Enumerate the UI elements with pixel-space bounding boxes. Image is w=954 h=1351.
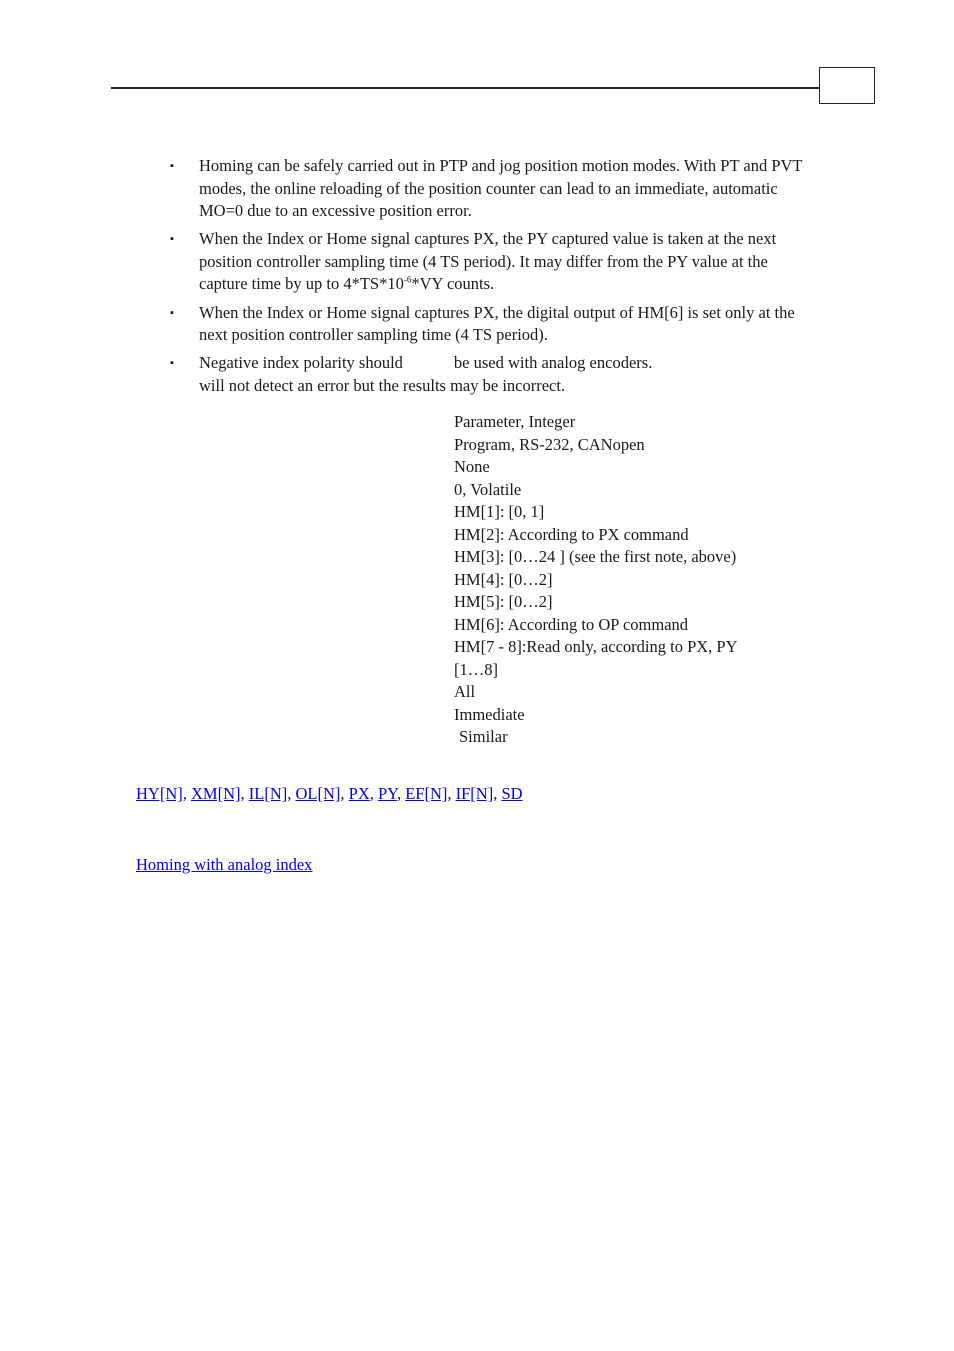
link-homing-analog-index[interactable]: Homing with analog index — [136, 855, 313, 874]
note-superscript: -6 — [403, 274, 412, 285]
link-separator: , — [287, 784, 296, 803]
link-separator: , — [240, 784, 249, 803]
note-item — [170, 302, 810, 347]
note-text: When the Index or Home signal captures PX, the PY captured value is taken at the next position controller sampling time (4 TS period). It may differ from the PY value at the capture time by up to 4*TS*10 — [199, 229, 777, 294]
attribute-range-3: HM[3]: [0…24 ] (see the first note, above) — [454, 547, 737, 566]
note-item — [170, 155, 810, 223]
link-ef[interactable]: EF[N] — [405, 784, 448, 803]
attribute-range-2: HM[2]: According to PX command — [454, 524, 689, 544]
note-text: Negative index polarity should — [199, 353, 403, 373]
note-item — [170, 352, 810, 397]
link-ol[interactable]: OL[N] — [295, 784, 341, 803]
link-separator: , — [340, 784, 349, 803]
attribute-index-range: [1…8] — [454, 659, 498, 679]
page-number-box — [819, 67, 875, 104]
link-hy[interactable]: HY[N] — [136, 784, 183, 803]
bullet-icon: ▪ — [170, 233, 174, 246]
attribute-activation: Immediate — [454, 704, 525, 724]
attribute-restrictions: None — [454, 457, 490, 476]
link-py[interactable]: PY — [377, 784, 397, 803]
attribute-range-5: HM[5]: [0…2] — [454, 592, 553, 611]
attribute-dsp-compat: Similar — [459, 727, 508, 746]
link-xm[interactable]: XM[N] — [191, 784, 241, 803]
attribute-unit-modes: All — [454, 682, 476, 701]
note-text: will not detect an error but the results may be incorrect. — [199, 375, 566, 395]
note-item — [170, 228, 810, 296]
attribute-range-7-8: HM[7 - 8]:Read only, according to PX, PY — [454, 637, 738, 656]
bullet-icon: ▪ — [170, 306, 174, 319]
note-text: be used with analog encoders. — [453, 353, 653, 373]
related-section — [136, 854, 312, 876]
attribute-range-6: HM[6]: According to OP command — [454, 614, 689, 634]
attribute-range-1: HM[1]: [0, 1] — [454, 502, 545, 521]
link-separator: , — [447, 784, 456, 803]
note-text: When the Index or Home signal captures PX, the digital output of HM[6] is set only at the next position controller sampling time (4 TS period). — [199, 302, 795, 345]
header-rule — [111, 87, 819, 89]
bullet-icon: ▪ — [170, 357, 174, 370]
attribute-source: Program, RS-232, CANopen — [454, 434, 645, 454]
link-separator: , — [396, 784, 406, 803]
bullet-icon: ▪ — [170, 160, 174, 172]
link-sd[interactable]: SD — [501, 784, 523, 803]
link-px[interactable]: PX — [348, 784, 370, 803]
attribute-values — [454, 411, 738, 749]
link-separator: , — [369, 784, 378, 803]
link-il[interactable]: IL[N] — [248, 784, 288, 803]
link-if[interactable]: IF[N] — [455, 784, 494, 803]
attribute-range-4: HM[4]: [0…2] — [454, 569, 553, 589]
note-text: *VY counts. — [411, 274, 495, 294]
note-text: Homing can be safely carried out in PTP and jog position motion modes. With PT and PVT modes, the online reloading of the position counter can lead to an immediate, automatic MO=0 due to an excessive position error. — [199, 156, 803, 221]
attribute-default: 0, Volatile — [454, 479, 522, 499]
link-separator: , — [182, 784, 191, 803]
attribute-type: Parameter, Integer — [454, 412, 576, 431]
link-separator: , — [493, 784, 502, 803]
see-also-links — [136, 783, 523, 805]
notes-list — [170, 155, 810, 403]
